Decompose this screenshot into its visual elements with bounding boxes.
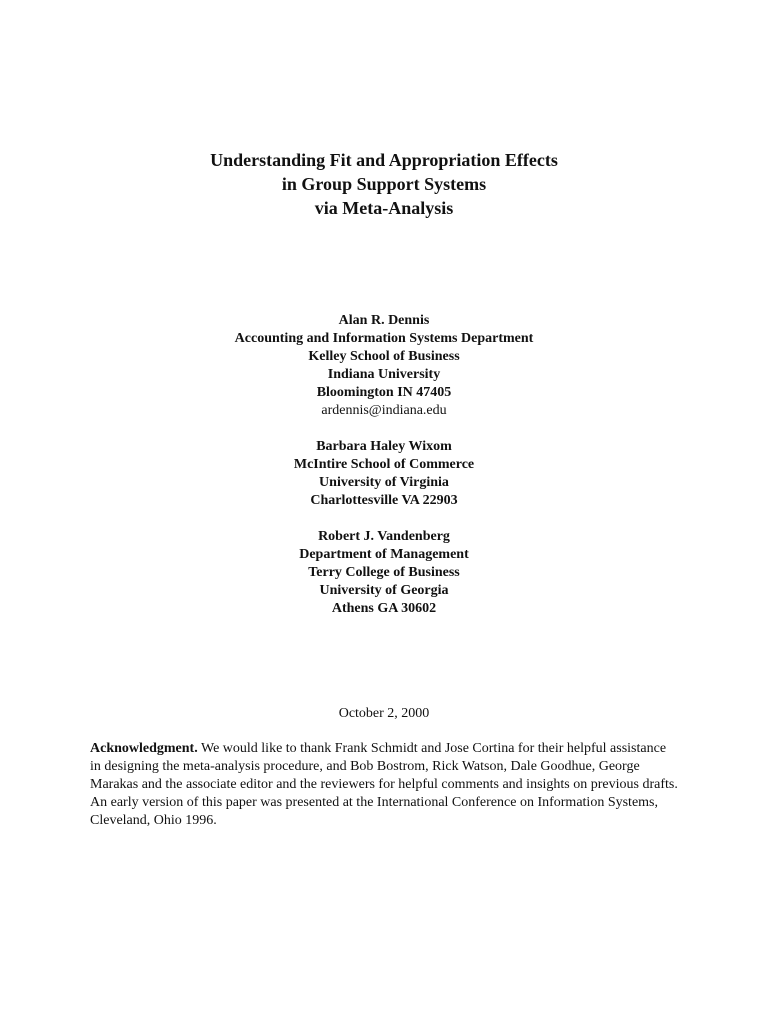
author-school: Kelley School of Business (308, 349, 460, 364)
title-line-2: in Group Support Systems (281, 174, 487, 194)
paper-date: October 2, 2000 (338, 706, 430, 721)
author-list (0, 312, 768, 636)
author-department: Accounting and Information Systems Department (234, 331, 534, 346)
author-name: Robert J. Vandenberg (318, 529, 450, 544)
author-department: Department of Management (299, 547, 469, 562)
title-line-1: Understanding Fit and Appropriation Effects (210, 150, 558, 170)
author-address: Athens GA 30602 (331, 601, 437, 616)
author-block-2 (0, 438, 768, 510)
author-block-3 (0, 528, 768, 618)
acknowledgment-label: Acknowledgment. (90, 741, 198, 756)
author-address: Charlottesville VA 22903 (310, 493, 458, 508)
author-address: Bloomington IN 47405 (316, 385, 452, 400)
title-line-3: via Meta-Analysis (314, 198, 454, 218)
acknowledgment-text: We would like to thank Frank Schmidt and Jose Cortina for their helpful assistance in designing the meta-analysis procedure, and Bob Bostrom, Rick Watson, Dale Goodhue, George Marakas and the associate editor and the reviewers for helpful comments and insights on previous drafts. An early version of this paper was presented at the International Conference on Information Systems, Cleveland, Ohio 1996. (90, 741, 678, 828)
author-school: Terry College of Business (308, 565, 460, 580)
paper-title (0, 148, 768, 220)
author-email: ardennis@indiana.edu (321, 403, 447, 418)
author-university: University of Georgia (319, 583, 449, 598)
author-name: Alan R. Dennis (338, 313, 430, 328)
author-university: Indiana University (327, 367, 441, 382)
author-block-1 (0, 312, 768, 420)
author-school: McIntire School of Commerce (293, 457, 475, 472)
author-name: Barbara Haley Wixom (316, 439, 452, 454)
acknowledgment-paragraph (90, 740, 678, 830)
author-university: University of Virginia (319, 475, 449, 490)
